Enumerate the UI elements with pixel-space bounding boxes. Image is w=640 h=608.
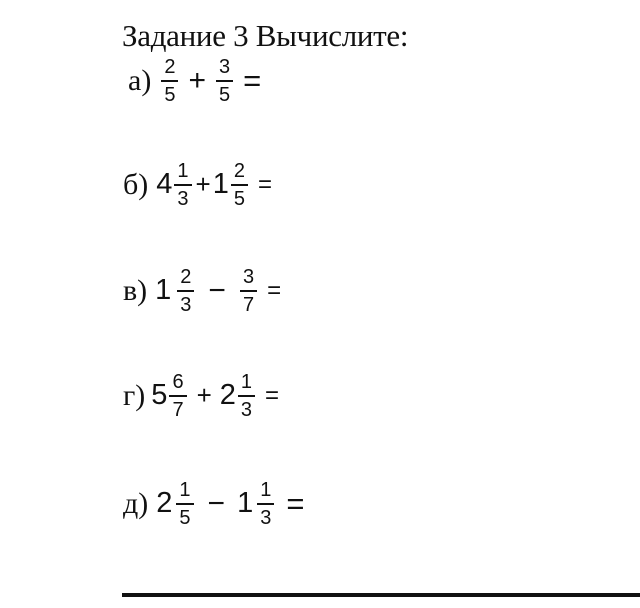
fraction-bar (174, 184, 191, 186)
operator: − (207, 486, 226, 520)
whole-part: 2 (156, 487, 173, 520)
task-title: Задание 3 Вычислите: (122, 18, 409, 53)
equals-sign: = (243, 62, 262, 98)
fraction-bar (216, 80, 233, 82)
fraction (216, 56, 233, 106)
numerator: 3 (218, 56, 231, 78)
numerator: 1 (177, 160, 189, 182)
denominator: 5 (179, 506, 191, 529)
bottom-rule (122, 593, 640, 597)
fraction-bar (257, 503, 274, 505)
numerator: 2 (233, 160, 245, 182)
fraction-bar (161, 80, 178, 82)
fraction (257, 479, 274, 529)
exercise-label: б) (123, 167, 149, 201)
fraction-bar (177, 290, 194, 292)
numerator: 1 (240, 371, 253, 393)
fraction (238, 371, 255, 421)
fraction-bar (238, 395, 255, 397)
operator: + (196, 380, 212, 411)
whole-part: 2 (219, 379, 236, 412)
numerator: 2 (164, 56, 176, 78)
denominator: 5 (164, 83, 176, 106)
fraction (176, 479, 193, 529)
numerator: 6 (172, 371, 184, 393)
whole-part: 1 (237, 487, 254, 520)
fraction (177, 266, 194, 316)
exercise-label: а) (128, 63, 152, 97)
denominator: 7 (172, 398, 184, 421)
operator: − (208, 273, 226, 307)
equals-sign: = (257, 170, 272, 198)
fraction (231, 160, 248, 210)
fraction (161, 56, 178, 106)
fraction-bar (240, 290, 257, 292)
whole-part: 1 (212, 168, 229, 201)
numerator: 1 (260, 479, 272, 501)
fraction-bar (169, 395, 186, 397)
exercise-g (123, 371, 279, 421)
numerator: 1 (179, 479, 191, 501)
fraction-bar (231, 184, 248, 186)
fraction (174, 160, 191, 210)
numerator: 2 (180, 266, 192, 288)
equals-sign: = (286, 485, 305, 521)
exercise-b (123, 160, 272, 210)
denominator: 3 (240, 398, 253, 421)
exercise-d (123, 479, 304, 529)
exercise-label: д) (123, 486, 149, 520)
operator: + (195, 169, 211, 200)
fraction (169, 371, 186, 421)
whole-part: 4 (156, 168, 173, 201)
equals-sign: = (267, 276, 282, 304)
denominator: 3 (180, 293, 192, 316)
exercise-label: в) (123, 273, 148, 307)
exercise-a (128, 56, 261, 106)
fraction (240, 266, 257, 316)
denominator: 5 (218, 83, 231, 106)
denominator: 5 (233, 187, 245, 210)
operator: + (188, 63, 206, 97)
whole-part: 5 (151, 379, 168, 412)
whole-part: 1 (155, 274, 172, 307)
denominator: 3 (260, 506, 272, 529)
equals-sign: = (265, 381, 280, 409)
denominator: 7 (242, 293, 255, 316)
numerator: 3 (242, 266, 255, 288)
denominator: 3 (177, 187, 189, 210)
exercise-label: г) (123, 378, 146, 412)
exercise-v (123, 266, 281, 316)
fraction-bar (176, 503, 193, 505)
